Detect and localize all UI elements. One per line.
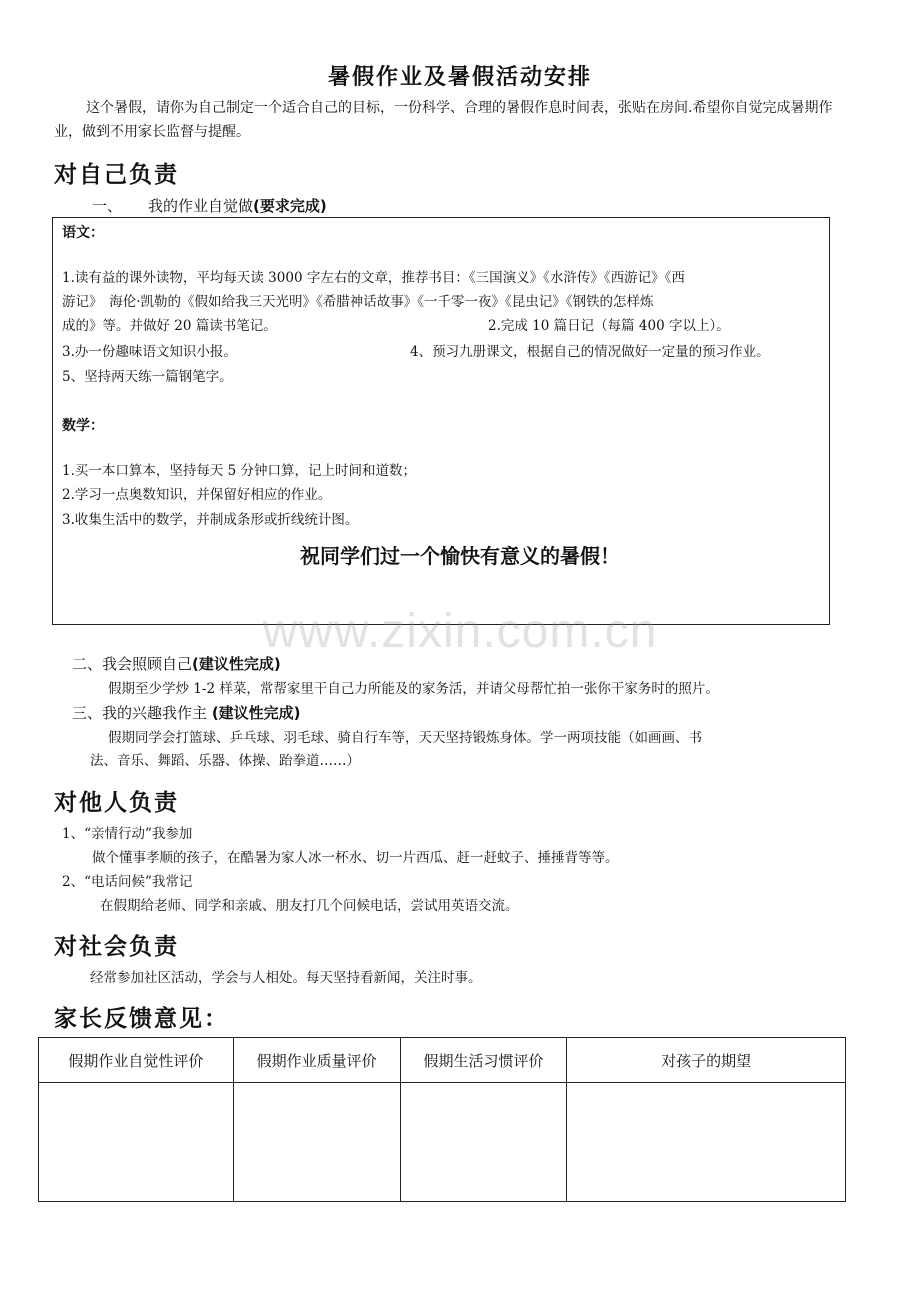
feedback-col-expectation: 对孩子的期望	[567, 1038, 846, 1083]
chinese-line-4b: 4、预习九册课文，根据自己的情况做好一定量的预习作业。	[410, 344, 770, 360]
others-item-2: 2、“电话问候”我常记	[62, 874, 193, 890]
part3-num: 三、	[72, 704, 103, 722]
part3-title	[72, 702, 301, 723]
part2-num: 二、	[72, 655, 103, 673]
part3-body-2: 法、音乐、舞蹈、乐器、体操、跆拳道……）	[90, 753, 360, 769]
section-feedback-heading: 家长反馈意见：	[54, 1006, 229, 1032]
feedback-col-quality: 假期作业质量评价	[233, 1038, 400, 1083]
part2-title	[72, 653, 281, 674]
part1-text: 我的作业自觉做	[148, 197, 254, 215]
chinese-label: 语文：	[62, 225, 104, 241]
part1-title	[92, 195, 327, 216]
feedback-col-diligence: 假期作业自觉性评价	[39, 1038, 234, 1083]
section-self-heading: 对自己负责	[54, 162, 179, 188]
math-label: 数学：	[62, 418, 104, 434]
feedback-cell-diligence[interactable]	[39, 1083, 234, 1202]
part3-body-1: 假期同学会打篮球、乒乓球、羽毛球、骑自行车等，天天坚持锻炼身体。学一两项技能（如画画、书	[108, 730, 702, 746]
part3-text: 我的兴趣我作主	[102, 704, 208, 722]
others-item-1: 1、“亲情行动”我参加	[62, 826, 193, 842]
chinese-line-5: 5、坚持两天练一篇钢笔字。	[62, 369, 233, 385]
feedback-cell-habits[interactable]	[400, 1083, 567, 1202]
intro-paragraph: 这个暑假，请你为自己制定一个适合自己的目标，一份科学、合理的暑假作息时间表，张贴在房间.希望你自觉完成暑期作业，做到不用家长监督与提醒。	[54, 100, 833, 140]
section-society-heading: 对社会负责	[54, 934, 179, 960]
math-line-2: 2.学习一点奥数知识，并保留好相应的作业。	[62, 487, 332, 503]
part3-requirement: (建议性完成)	[211, 704, 301, 722]
summer-wish: 祝同学们过一个愉快有意义的暑假！	[300, 544, 620, 568]
feedback-cell-quality[interactable]	[233, 1083, 400, 1202]
society-body: 经常参加社区活动，学会与人相处。每天坚持看新闻，关注时事。	[90, 970, 482, 986]
part1-num: 一、	[92, 197, 123, 215]
feedback-cell-expectation[interactable]	[567, 1083, 846, 1202]
part2-requirement: (建议性完成)	[192, 655, 281, 673]
feedback-col-habits: 假期生活习惯评价	[400, 1038, 567, 1083]
chinese-line-1: 1.读有益的课外读物，平均每天读 3000 字左右的文章，推荐书目：《三国演义》《水浒传》《西游记》《西	[62, 270, 685, 286]
others-item-2-body: 在假期给老师、同学和亲戚、朋友打几个问候电话，尝试用英语交流。	[100, 898, 519, 914]
math-line-1: 1.买一本口算本，坚持每天 5 分钟口算，记上时间和道数；	[62, 463, 417, 479]
watermark: www.zixin.com.cn	[262, 605, 658, 658]
part2-text: 我会照顾自己	[102, 655, 193, 673]
feedback-table	[38, 1037, 846, 1202]
page-title: 暑假作业及暑假活动安排	[327, 65, 592, 90]
others-item-1-body: 做个懂事孝顺的孩子，在酷暑为家人冰一杯水、切一片西瓜、赶一赶蚊子、捶捶背等等。	[92, 850, 619, 866]
part2-body: 假期至少学炒 1-2 样菜，常帮家里干自己力所能及的家务活，并请父母帮忙拍一张你干家务时的照片。	[108, 681, 719, 697]
chinese-line-4a: 3.办一份趣味语文知识小报。	[62, 344, 237, 360]
math-line-3: 3.收集生活中的数学，并制成条形或折线统计图。	[62, 512, 359, 528]
section-others-heading: 对他人负责	[54, 790, 179, 816]
chinese-line-3b: 2.完成 10 篇日记（每篇 400 字以上）。	[488, 318, 730, 334]
chinese-line-2: 游记》 海伦·凯勒的《假如给我三天光明》《希腊神话故事》《一千零一夜》《昆虫记》《钢铁的怎样炼	[62, 294, 654, 310]
chinese-line-3a: 成的》等。并做好 20 篇读书笔记。	[62, 318, 277, 334]
part1-requirement: (要求完成)	[253, 197, 327, 215]
